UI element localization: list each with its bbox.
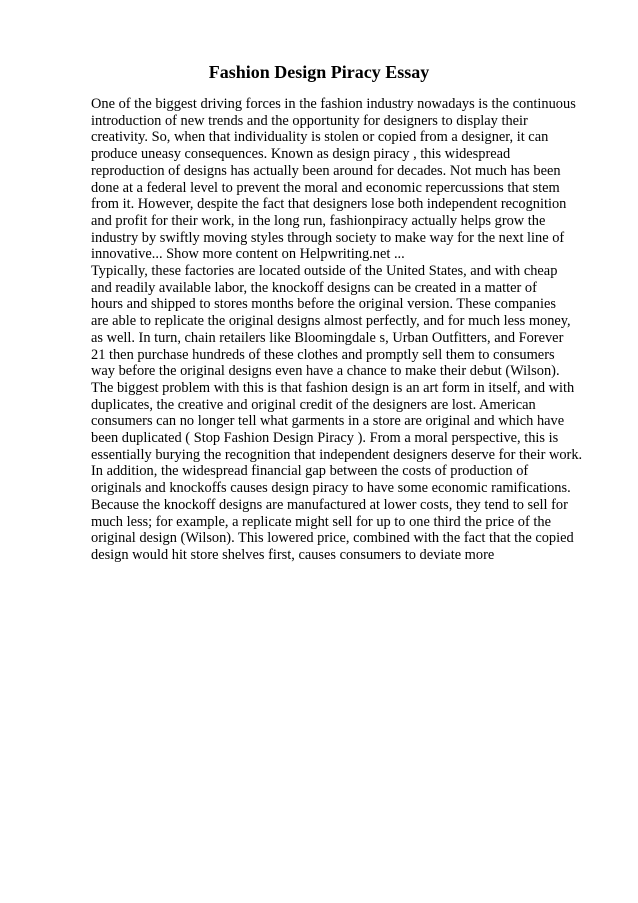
body-line: much less; for example, a replicate might sell for up to one third the price of the — [91, 513, 551, 530]
body-line: reproduction of designs has actually been around for decades. Not much has been — [91, 162, 561, 179]
body-line: essentially burying the recognition that independent designers deserve for their work. — [91, 446, 583, 463]
body-line: industry by swiftly moving styles through society to make way for the next line of — [91, 229, 565, 246]
body-line: way before the original designs even have a chance to make their debut (Wilson). — [91, 363, 560, 380]
document-body — [91, 96, 591, 564]
body-line: and readily available labor, the knockoff designs can be created in a matter of — [91, 279, 537, 296]
body-line: innovative... Show more content on Helpwriting.net ... — [91, 246, 405, 263]
body-line: The biggest problem with this is that fashion design is an art form in itself, and with — [91, 379, 575, 396]
body-line: Because the knockoff designs are manufactured at lower costs, they tend to sell for — [91, 496, 568, 513]
body-line: and profit for their work, in the long run, fashionpiracy actually helps grow the — [91, 212, 546, 229]
body-line: from it. However, despite the fact that designers lose both independent recognition — [91, 196, 567, 213]
body-line: duplicates, the creative and original credit of the designers are lost. American — [91, 396, 536, 413]
body-line: creativity. So, when that individuality is stolen or copied from a designer, it can — [91, 129, 549, 146]
body-line: hours and shipped to stores months before the original version. These companies — [91, 296, 556, 313]
document-title: Fashion Design Piracy Essay — [208, 62, 430, 82]
body-line: as well. In turn, chain retailers like Bloomingdale s, Urban Outfitters, and Forever — [91, 329, 564, 346]
body-line: done at a federal level to prevent the moral and economic repercussions that stem — [91, 179, 560, 196]
body-line: introduction of new trends and the opportunity for designers to display their — [91, 112, 528, 129]
body-line: original design (Wilson). This lowered price, combined with the fact that the copied — [91, 530, 574, 547]
body-line: are able to replicate the original designs almost perfectly, and for much less money, — [91, 313, 571, 330]
body-line: design would hit store shelves first, causes consumers to deviate more — [91, 546, 495, 563]
body-line: In addition, the widespread financial gap between the costs of production of — [91, 463, 529, 480]
body-line: Typically, these factories are located outside of the United States, and with cheap — [91, 263, 558, 280]
body-line: produce uneasy consequences. Known as design piracy , this widespread — [91, 146, 511, 163]
body-line: originals and knockoffs causes design piracy to have some economic ramifications. — [91, 480, 571, 497]
body-line: been duplicated ( Stop Fashion Design Piracy ). From a moral perspective, this is — [91, 430, 559, 447]
body-line: One of the biggest driving forces in the fashion industry nowadays is the continuous — [91, 96, 576, 112]
body-line: 21 then purchase hundreds of these clothes and promptly sell them to consumers — [91, 346, 555, 363]
body-line: consumers can no longer tell what garments in a store are original and which have — [91, 413, 565, 430]
